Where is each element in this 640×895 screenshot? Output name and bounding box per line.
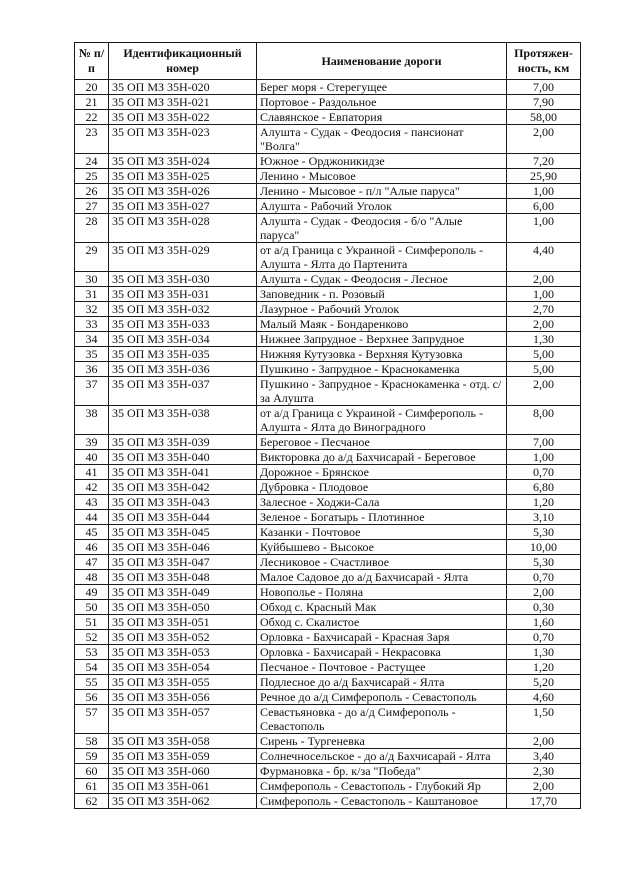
table-row [75, 406, 581, 435]
row-number: 35 [75, 347, 109, 362]
table-row [75, 555, 581, 570]
table-row [75, 630, 581, 645]
header-number: № п/п [75, 43, 109, 80]
row-id: 35 ОП МЗ 35Н-041 [109, 465, 257, 480]
row-length: 1,20 [507, 495, 581, 510]
row-length: 10,00 [507, 540, 581, 555]
row-id: 35 ОП МЗ 35Н-026 [109, 184, 257, 199]
row-length: 1,50 [507, 705, 581, 734]
row-length: 7,20 [507, 154, 581, 169]
row-road-name: Алушта - Судак - Феодосия - пансионат "Волга" [257, 125, 507, 154]
row-road-name: от а/д Граница с Украиной - Симферополь - Алушта - Ялта до Виноградного [257, 406, 507, 435]
row-road-name: Нижняя Кутузовка - Верхняя Кутузовка [257, 347, 507, 362]
table-row [75, 169, 581, 184]
row-length: 0,70 [507, 630, 581, 645]
row-length: 25,90 [507, 169, 581, 184]
table-body [75, 80, 581, 809]
row-road-name: Алушта - Рабочий Уголок [257, 199, 507, 214]
row-id: 35 ОП МЗ 35Н-050 [109, 600, 257, 615]
row-road-name: Зеленое - Богатырь - Плотинное [257, 510, 507, 525]
row-number: 20 [75, 80, 109, 95]
row-id: 35 ОП МЗ 35Н-049 [109, 585, 257, 600]
row-length: 4,40 [507, 243, 581, 272]
row-id: 35 ОП МЗ 35Н-047 [109, 555, 257, 570]
row-length: 2,00 [507, 377, 581, 406]
row-id: 35 ОП МЗ 35Н-044 [109, 510, 257, 525]
row-length: 6,80 [507, 480, 581, 495]
row-number: 58 [75, 734, 109, 749]
row-length: 5,30 [507, 555, 581, 570]
row-id: 35 ОП МЗ 35Н-061 [109, 779, 257, 794]
row-number: 61 [75, 779, 109, 794]
row-length: 2,00 [507, 585, 581, 600]
row-road-name: Викторовка до а/д Бахчисарай - Береговое [257, 450, 507, 465]
row-id: 35 ОП МЗ 35Н-048 [109, 570, 257, 585]
roads-table [74, 42, 581, 809]
row-number: 47 [75, 555, 109, 570]
row-length: 1,00 [507, 214, 581, 243]
row-road-name: Нижнее Запрудное - Верхнее Запрудное [257, 332, 507, 347]
row-id: 35 ОП МЗ 35Н-038 [109, 406, 257, 435]
row-length: 1,60 [507, 615, 581, 630]
row-length: 5,00 [507, 347, 581, 362]
row-road-name: Новополье - Поляна [257, 585, 507, 600]
table-row [75, 570, 581, 585]
table-row [75, 734, 581, 749]
row-id: 35 ОП МЗ 35Н-060 [109, 764, 257, 779]
row-number: 45 [75, 525, 109, 540]
row-id: 35 ОП МЗ 35Н-045 [109, 525, 257, 540]
row-length: 2,00 [507, 734, 581, 749]
table-row [75, 615, 581, 630]
row-number: 38 [75, 406, 109, 435]
row-number: 41 [75, 465, 109, 480]
header-id: Идентификационный номер [109, 43, 257, 80]
table-row [75, 645, 581, 660]
row-road-name: Берег моря - Стерегущее [257, 80, 507, 95]
row-id: 35 ОП МЗ 35Н-037 [109, 377, 257, 406]
table-row [75, 794, 581, 809]
row-id: 35 ОП МЗ 35Н-024 [109, 154, 257, 169]
row-id: 35 ОП МЗ 35Н-033 [109, 317, 257, 332]
table-row [75, 214, 581, 243]
row-id: 35 ОП МЗ 35Н-023 [109, 125, 257, 154]
row-length: 2,00 [507, 272, 581, 287]
table-row [75, 435, 581, 450]
row-number: 29 [75, 243, 109, 272]
row-length: 4,60 [507, 690, 581, 705]
document-page [74, 42, 580, 809]
row-id: 35 ОП МЗ 35Н-055 [109, 675, 257, 690]
row-road-name: Ленино - Мысовое [257, 169, 507, 184]
row-road-name: Пушкино - Запрудное - Краснокаменка - отд. с/за Алушта [257, 377, 507, 406]
row-id: 35 ОП МЗ 35Н-025 [109, 169, 257, 184]
table-row [75, 660, 581, 675]
row-number: 51 [75, 615, 109, 630]
table-row [75, 495, 581, 510]
row-number: 28 [75, 214, 109, 243]
row-road-name: Славянское - Евпатория [257, 110, 507, 125]
row-length: 1,30 [507, 332, 581, 347]
row-id: 35 ОП МЗ 35Н-046 [109, 540, 257, 555]
row-number: 46 [75, 540, 109, 555]
row-road-name: Орловка - Бахчисарай - Красная Заря [257, 630, 507, 645]
row-number: 40 [75, 450, 109, 465]
row-length: 6,00 [507, 199, 581, 214]
row-road-name: Куйбышево - Высокое [257, 540, 507, 555]
row-id: 35 ОП МЗ 35Н-027 [109, 199, 257, 214]
row-id: 35 ОП МЗ 35Н-030 [109, 272, 257, 287]
row-number: 36 [75, 362, 109, 377]
row-id: 35 ОП МЗ 35Н-051 [109, 615, 257, 630]
row-number: 57 [75, 705, 109, 734]
table-row [75, 110, 581, 125]
table-row [75, 243, 581, 272]
row-length: 1,20 [507, 660, 581, 675]
row-road-name: Дубровка - Плодовое [257, 480, 507, 495]
row-road-name: Алушта - Судак - Феодосия - Лесное [257, 272, 507, 287]
row-road-name: Песчаное - Почтовое - Растущее [257, 660, 507, 675]
row-road-name: Лазурное - Рабочий Уголок [257, 302, 507, 317]
row-id: 35 ОП МЗ 35Н-056 [109, 690, 257, 705]
row-number: 25 [75, 169, 109, 184]
row-road-name: Заповедник - п. Розовый [257, 287, 507, 302]
row-road-name: Залесное - Ходжи-Сала [257, 495, 507, 510]
table-row [75, 510, 581, 525]
row-number: 31 [75, 287, 109, 302]
table-row [75, 764, 581, 779]
table-row [75, 675, 581, 690]
row-number: 42 [75, 480, 109, 495]
row-id: 35 ОП МЗ 35Н-035 [109, 347, 257, 362]
row-road-name: Береговое - Песчаное [257, 435, 507, 450]
table-row [75, 287, 581, 302]
row-length: 7,00 [507, 435, 581, 450]
row-number: 24 [75, 154, 109, 169]
row-road-name: Речное до а/д Симферополь - Севастополь [257, 690, 507, 705]
row-number: 55 [75, 675, 109, 690]
row-id: 35 ОП МЗ 35Н-053 [109, 645, 257, 660]
table-row [75, 540, 581, 555]
row-id: 35 ОП МЗ 35Н-021 [109, 95, 257, 110]
row-id: 35 ОП МЗ 35Н-059 [109, 749, 257, 764]
table-row [75, 317, 581, 332]
row-number: 50 [75, 600, 109, 615]
row-road-name: Южное - Орджоникидзе [257, 154, 507, 169]
table-row [75, 525, 581, 540]
table-row [75, 480, 581, 495]
table-row [75, 154, 581, 169]
row-number: 39 [75, 435, 109, 450]
table-row [75, 302, 581, 317]
table-row [75, 705, 581, 734]
row-id: 35 ОП МЗ 35Н-032 [109, 302, 257, 317]
row-road-name: Обход с. Скалистое [257, 615, 507, 630]
row-length: 3,10 [507, 510, 581, 525]
row-number: 60 [75, 764, 109, 779]
row-road-name: Казанки - Почтовое [257, 525, 507, 540]
row-road-name: Алушта - Судак - Феодосия - б/о "Алые паруса" [257, 214, 507, 243]
header-length: Протяжен-ность, км [507, 43, 581, 80]
row-number: 26 [75, 184, 109, 199]
table-row [75, 95, 581, 110]
table-row [75, 585, 581, 600]
row-road-name: Севастьяновка - до а/д Симферополь - Севастополь [257, 705, 507, 734]
row-id: 35 ОП МЗ 35Н-062 [109, 794, 257, 809]
row-road-name: Сирень - Тургеневка [257, 734, 507, 749]
row-number: 23 [75, 125, 109, 154]
row-road-name: Обход с. Красный Мак [257, 600, 507, 615]
row-number: 22 [75, 110, 109, 125]
row-number: 32 [75, 302, 109, 317]
row-id: 35 ОП МЗ 35Н-020 [109, 80, 257, 95]
table-row [75, 332, 581, 347]
row-length: 5,30 [507, 525, 581, 540]
row-length: 5,20 [507, 675, 581, 690]
row-length: 2,30 [507, 764, 581, 779]
row-length: 58,00 [507, 110, 581, 125]
row-road-name: Солнечносельское - до а/д Бахчисарай - Ялта [257, 749, 507, 764]
row-number: 34 [75, 332, 109, 347]
table-row [75, 377, 581, 406]
table-header-row [75, 43, 581, 80]
row-length: 0,30 [507, 600, 581, 615]
row-length: 1,00 [507, 450, 581, 465]
row-number: 53 [75, 645, 109, 660]
table-row [75, 362, 581, 377]
row-id: 35 ОП МЗ 35Н-039 [109, 435, 257, 450]
row-id: 35 ОП МЗ 35Н-022 [109, 110, 257, 125]
row-length: 2,00 [507, 317, 581, 332]
row-road-name: Фурмановка - бр. к/за "Победа" [257, 764, 507, 779]
row-id: 35 ОП МЗ 35Н-057 [109, 705, 257, 734]
row-road-name: Малый Маяк - Бондаренково [257, 317, 507, 332]
row-road-name: от а/д Граница с Украиной - Симферополь - Алушта - Ялта до Партенита [257, 243, 507, 272]
row-id: 35 ОП МЗ 35Н-042 [109, 480, 257, 495]
row-road-name: Симферополь - Севастополь - Глубокий Яр [257, 779, 507, 794]
row-id: 35 ОП МЗ 35Н-034 [109, 332, 257, 347]
table-row [75, 347, 581, 362]
table-row [75, 80, 581, 95]
row-number: 48 [75, 570, 109, 585]
row-road-name: Лесниковое - Счастливое [257, 555, 507, 570]
row-road-name: Портовое - Раздольное [257, 95, 507, 110]
row-road-name: Симферополь - Севастополь - Каштановое [257, 794, 507, 809]
row-length: 7,00 [507, 80, 581, 95]
row-road-name: Орловка - Бахчисарай - Некрасовка [257, 645, 507, 660]
table-row [75, 465, 581, 480]
row-road-name: Ленино - Мысовое - п/л "Алые паруса" [257, 184, 507, 199]
row-id: 35 ОП МЗ 35Н-036 [109, 362, 257, 377]
row-number: 54 [75, 660, 109, 675]
header-road-name: Наименование дороги [257, 43, 507, 80]
row-length: 1,30 [507, 645, 581, 660]
row-length: 17,70 [507, 794, 581, 809]
row-id: 35 ОП МЗ 35Н-052 [109, 630, 257, 645]
row-id: 35 ОП МЗ 35Н-058 [109, 734, 257, 749]
row-length: 2,00 [507, 125, 581, 154]
row-road-name: Малое Садовое до а/д Бахчисарай - Ялта [257, 570, 507, 585]
row-length: 3,40 [507, 749, 581, 764]
row-number: 52 [75, 630, 109, 645]
table-row [75, 690, 581, 705]
row-id: 35 ОП МЗ 35Н-028 [109, 214, 257, 243]
row-length: 2,70 [507, 302, 581, 317]
row-number: 56 [75, 690, 109, 705]
row-length: 2,00 [507, 779, 581, 794]
table-row [75, 125, 581, 154]
table-row [75, 184, 581, 199]
row-length: 1,00 [507, 287, 581, 302]
row-length: 0,70 [507, 570, 581, 585]
row-number: 44 [75, 510, 109, 525]
table-row [75, 600, 581, 615]
row-number: 43 [75, 495, 109, 510]
row-number: 49 [75, 585, 109, 600]
row-number: 30 [75, 272, 109, 287]
row-length: 0,70 [507, 465, 581, 480]
row-id: 35 ОП МЗ 35Н-029 [109, 243, 257, 272]
row-length: 8,00 [507, 406, 581, 435]
row-number: 62 [75, 794, 109, 809]
row-length: 1,00 [507, 184, 581, 199]
row-id: 35 ОП МЗ 35Н-040 [109, 450, 257, 465]
table-row [75, 450, 581, 465]
table-row [75, 272, 581, 287]
row-length: 5,00 [507, 362, 581, 377]
row-number: 37 [75, 377, 109, 406]
row-number: 33 [75, 317, 109, 332]
row-road-name: Подлесное до а/д Бахчисарай - Ялта [257, 675, 507, 690]
table-row [75, 749, 581, 764]
table-row [75, 779, 581, 794]
row-id: 35 ОП МЗ 35Н-043 [109, 495, 257, 510]
row-number: 59 [75, 749, 109, 764]
table-row [75, 199, 581, 214]
row-id: 35 ОП МЗ 35Н-054 [109, 660, 257, 675]
row-road-name: Пушкино - Запрудное - Краснокаменка [257, 362, 507, 377]
row-number: 27 [75, 199, 109, 214]
row-number: 21 [75, 95, 109, 110]
row-id: 35 ОП МЗ 35Н-031 [109, 287, 257, 302]
row-length: 7,90 [507, 95, 581, 110]
row-road-name: Дорожное - Брянское [257, 465, 507, 480]
